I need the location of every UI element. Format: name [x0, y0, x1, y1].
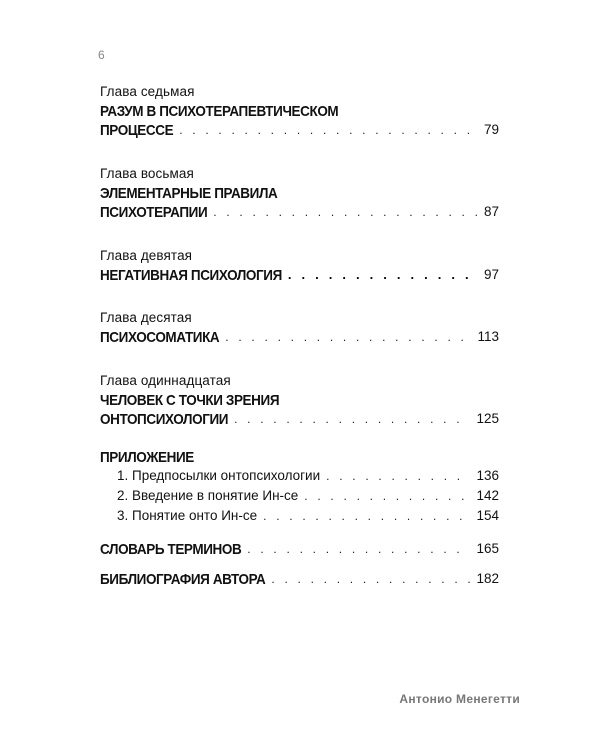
page-ref: 79 [483, 122, 499, 137]
page-ref: 136 [476, 468, 499, 483]
toc-chapter-10 [100, 310, 499, 347]
appendix-items [117, 466, 499, 526]
chapter-title: ПСИХОСОМАТИКА [100, 329, 220, 346]
toc-chapter-11 [100, 373, 499, 429]
toc-entry [100, 327, 499, 347]
toc-entry [100, 202, 499, 222]
appendix-title: ПРИЛОЖЕНИЕ [100, 449, 194, 466]
toc-entry [100, 265, 499, 284]
leader-dots [225, 328, 471, 347]
leader-dots [179, 121, 478, 140]
chapter-label: Глава девятая [100, 248, 193, 263]
leader-dots [326, 467, 470, 486]
running-footer-author: Антонио Менегетти [399, 692, 520, 706]
chapter-label: Глава седьмая [100, 84, 195, 99]
toc-glossary [100, 539, 499, 559]
chapter-title: РАЗУМ В ПСИХОТЕРАПЕВТИЧЕСКОМ [100, 103, 339, 120]
subentry-title: 3. Понятие онто Ин-се [117, 508, 258, 523]
chapter-title: ЭЛЕМЕНТАРНЫЕ ПРАВИЛА [100, 185, 278, 202]
leader-dots [304, 487, 470, 506]
page-ref: 165 [476, 541, 499, 556]
table-of-contents [100, 84, 499, 589]
bibliography-title: БИБЛИОГРАФИЯ АВТОРА [100, 571, 266, 588]
leader-dots [247, 540, 470, 559]
toc-subentry [117, 486, 499, 506]
chapter-title: НЕГАТИВНАЯ ПСИХОЛОГИЯ [100, 267, 282, 284]
toc-subentry [117, 466, 499, 486]
toc-bibliography [100, 569, 499, 589]
page-ref: 142 [476, 488, 499, 503]
chapter-label: Глава восьмая [100, 166, 194, 181]
page-number: 6 [98, 48, 105, 62]
leader-dots [263, 507, 470, 526]
leader-dots [271, 570, 470, 589]
subentry-title: 1. Предпосылки онтопсихологии [117, 468, 321, 483]
leader-dots [288, 265, 478, 284]
toc-entry [100, 409, 499, 429]
subentry-title: 2. Введение в понятие Ин-се [117, 488, 299, 503]
leader-dots [213, 203, 478, 222]
page-ref: 97 [483, 267, 499, 282]
page-ref: 154 [476, 508, 499, 523]
page-ref: 125 [476, 411, 499, 426]
toc-chapter-9 [100, 248, 499, 284]
toc-appendix [100, 447, 499, 526]
chapter-title-cont: ПСИХОТЕРАПИИ [100, 204, 208, 221]
chapter-title-cont: ПРОЦЕССЕ [100, 122, 174, 139]
toc-entry [100, 120, 499, 140]
chapter-label: Глава десятая [100, 310, 192, 325]
glossary-title: СЛОВАРЬ ТЕРМИНОВ [100, 541, 242, 558]
chapter-label: Глава одиннадцатая [100, 373, 231, 388]
toc-subentry [117, 506, 499, 526]
leader-dots [234, 410, 470, 429]
page-ref: 87 [483, 204, 499, 219]
chapter-title-cont: ОНТОПСИХОЛОГИИ [100, 411, 229, 428]
page-ref: 182 [476, 571, 499, 586]
page-ref: 113 [477, 329, 499, 344]
chapter-title: ЧЕЛОВЕК С ТОЧКИ ЗРЕНИЯ [100, 392, 280, 409]
toc-chapter-8 [100, 166, 499, 222]
toc-chapter-7 [100, 84, 499, 140]
